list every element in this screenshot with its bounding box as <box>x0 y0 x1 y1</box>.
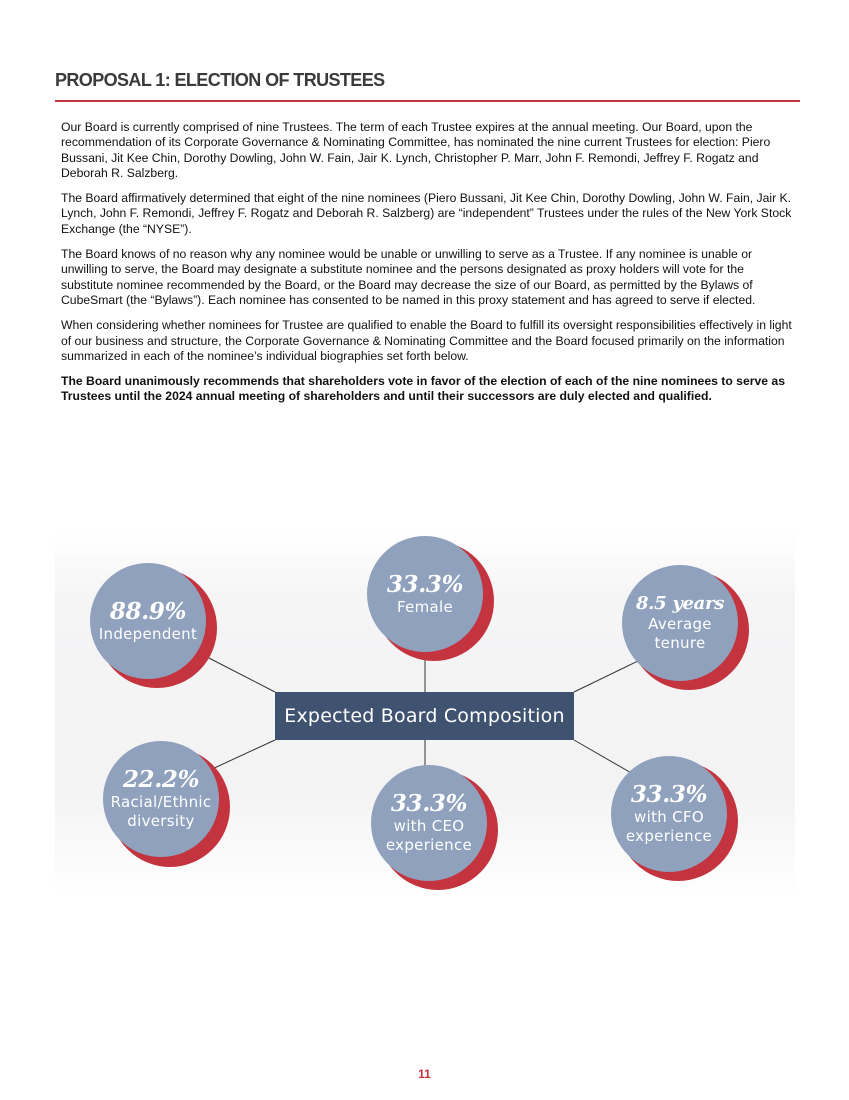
paragraph-nominees: Our Board is currently comprised of nine Trustees. The term of each Trustee expires at the annual meeting. Our Board, upon the recommendation of its Corporate Governance & Nominating Committee, has nominated the nine current Trustees for election: Piero Bussani, Jit Kee Chin, Dorothy Dowling, John W. Fain, Jair K. Lynch, Christopher P. Marr, John F. Remondi, Jeffrey F. Rogatz and Deborah R. Salzberg. <box>61 120 771 180</box>
page-number: 11 <box>418 1067 431 1081</box>
paragraph-qualifications: When considering whether nominees for Trustee are qualified to enable the Board to fulfill its oversight responsibilities effectively in light of our business and structure, the Corporate Governance & Nominating Committee and the Board focused primarily on the information summarized in each of the nominee’s individual biographies set forth below. <box>61 318 792 363</box>
stat-diversity-label-line1: Racial/Ethnic <box>110 793 212 811</box>
stat-independent-label: Independent <box>98 624 198 643</box>
stat-ceo-label-line2: experience <box>385 836 473 854</box>
stat-tenure-value: 8.5 years <box>635 593 725 614</box>
paragraph-substitute: The Board knows of no reason why any nominee would be unable or unwilling to serve as a Trustee. If any nominee is unable or unwilling to serve, the Board may designate a substitute nominee and the persons designated as proxy holders will vote for the substitute nominee recommended by the Board, or the Board may decrease the size of our Board, as permitted by the Bylaws of CubeSmart (the “Bylaws”). Each nominee has consented to be named in this proxy statement and has agreed to serve if elected. <box>61 247 756 307</box>
stat-cfo-label-line2: experience <box>625 827 713 845</box>
stat-female-value: 33.3% <box>386 570 464 598</box>
stat-tenure-label-line1: Average <box>648 615 712 633</box>
paragraph-recommendation: The Board unanimously recommends that shareholders vote in favor of the election of each of the nine nominees to serve as Trustees until the 2024 annual meeting of shareholders and until their successors are duly elected and qualified. <box>61 374 785 404</box>
stat-cfo-value: 33.3% <box>630 781 708 808</box>
connector-independent <box>205 656 275 692</box>
stat-female <box>367 536 483 652</box>
stat-cfo-label-line1: with CFO <box>634 808 704 826</box>
title-divider <box>55 100 800 102</box>
stat-diversity <box>103 741 219 857</box>
stat-ceo-label-line1: with CEO <box>393 817 465 835</box>
stat-cfo <box>611 756 727 872</box>
stat-diversity-value: 22.2% <box>122 766 200 793</box>
page-title: PROPOSAL 1: ELECTION OF TRUSTEES <box>55 70 385 90</box>
stat-tenure-label-line2: tenure <box>654 634 706 652</box>
stat-independent <box>90 563 206 679</box>
center-label: Expected Board Composition <box>275 692 574 740</box>
stat-independent-value: 88.9% <box>109 597 187 625</box>
stat-tenure <box>622 565 738 681</box>
connector-tenure <box>574 660 640 692</box>
stat-female-label: Female <box>396 597 454 616</box>
body-text <box>61 120 796 415</box>
stat-diversity-label-line2: diversity <box>127 812 195 830</box>
paragraph-independence: The Board affirmatively determined that eight of the nine nominees (Piero Bussani, Jit Kee Chin, Dorothy Dowling, John W. Fain, Jair K. Lynch, John F. Remondi, Jeffrey F. Rogatz and Deborah R. Salzberg) are “independent” Trustees under the rules of the New York Stock Exchange (the “NYSE”). <box>61 191 792 236</box>
stat-ceo <box>371 765 487 881</box>
stat-ceo-value: 33.3% <box>390 790 468 817</box>
connector-diversity <box>210 740 275 770</box>
